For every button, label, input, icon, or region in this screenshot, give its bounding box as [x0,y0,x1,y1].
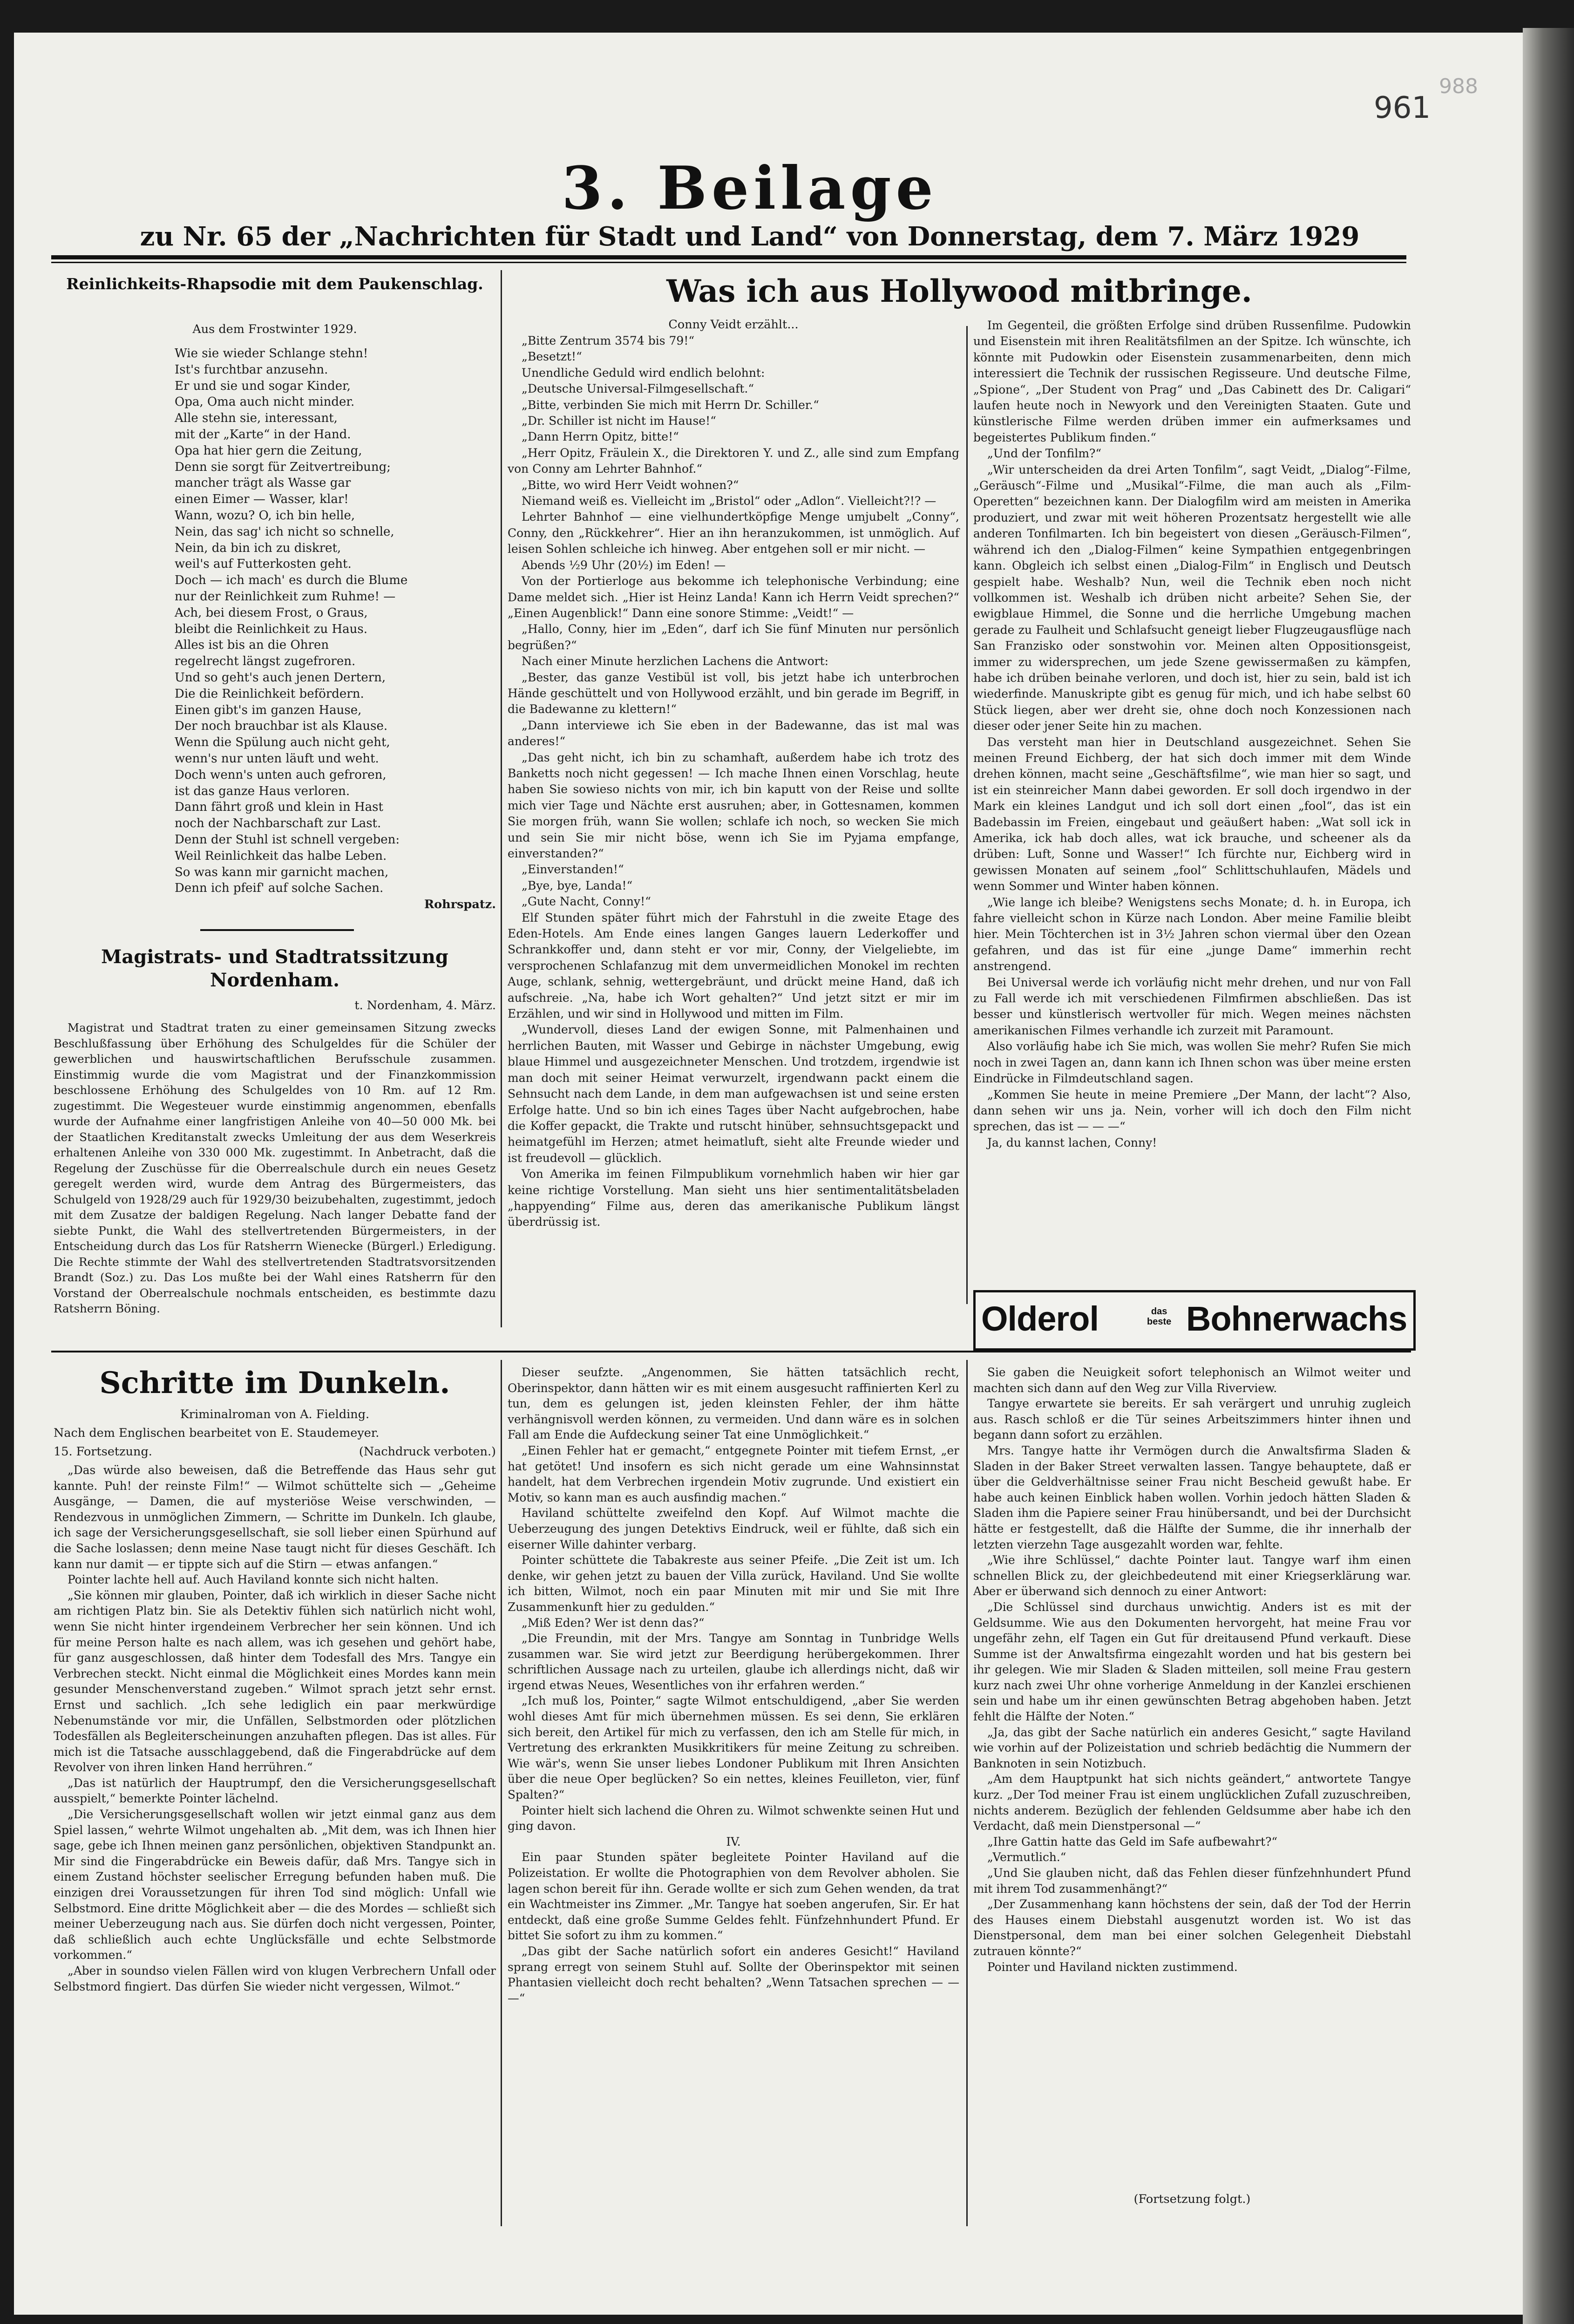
hollywood-paragraph: „Bitte Zentrum 3574 bis 79!“ [522,334,695,347]
hollywood-paragraph: Bei Universal werde ich vorläufig nicht mehr drehen, und nur von Fall zu Fall werde ich mit verschiedenen Filmfirmen abschließen. Das ist besser und künstlerisch wertvoller für mich. Wegen meines nächsten amerikanischen Filmes verhandle ich zurzeit mit Paramount. [973,975,1411,1037]
hollywood-paragraph: Von Amerika im feinen Filmpublikum vornehmlich haben wir hier gar keine richtige Vorstellung. Man sieht uns hier sentimentalitätsbeladen „happyending“ Filme aus, deren das amerikanische Publikum längst überdrüssig ist. [508,1167,959,1229]
hollywood-paragraph: Nach einer Minute herzlichen Lachens die Antwort: [522,654,829,668]
header-rule-thin [51,262,1406,263]
roman-continuation: (Fortsetzung folgt.) [1133,2192,1251,2206]
hollywood-paragraph: „Bester, das ganze Vestibül ist voll, bis jetzt habe ich unterbrochen Hände geschüttelt und von Hollywood erzählt, und bin gerade im Begriff, in die Badewanne zu klettern!“ [508,670,959,716]
roman-column-3 [973,1365,1411,1975]
hollywood-paragraph: „Besetzt!“ [522,350,582,364]
magistrat-text: Magistrat und Stadtrat traten zu einer gemeinsamen Sitzung zwecks Beschlußfassung über Erhöhung des Schulgeldes für die Schüler der gewerblichen und hauswirtschaftlichen Berufsschule zusammen. Einstimmig wurde die vom Magistrat und der Finanzkommission beschlossene Erhöhung des Schulgeldes von 10 Rm. auf 12 Rm. zugestimmt. Die Wegesteuer wurde einstimmig angenommen, ebenfalls wurde der Aufnahme einer langfristigen Anleihe von 40—50 000 Mk. bei der Staatlichen Kreditanstalt zwecks Umleitung der aus dem Weserkreis erhaltenen Anleihe von 330 000 Mk. zugestimmt. In Anbetracht, daß die Regelung der Zuschüsse für die Oberrealschule durch ein neues Gesetz geregelt werden wird, wurde dem Antrag des Bürgermeisters, das Schulgeld von 1928/29 auch für 1929/30 beizubehalten, zugestimmt, jedoch mit dem Zusatze der baldigen Regelung. Nach langer Debatte fand der siebte Punkt, die Wahl des stellvertretenden Bürgermeisters, in der Entscheidung durch das Los für Ratsherrn Wienecke (Bürgerl.) Erledigung. Die Rechte stimmte der Wahl des stellvertretenden Stadtratsvorsitzenden Brandt (Soz.) zu. Das Los mußte bei der Wahl eines Ratsherrn für den Vorstand der Oberrealschule nochmals entscheiden, es bestimmte dazu Ratsherrn Böning. [54,1021,496,1315]
roman-paragraph: „Das gibt der Sache natürlich sofort ein anderes Gesicht!“ Haviland sprang erregt von seinem Stuhl auf. Sollte der Oberinspektor mit seinen Phantasien vielleicht doch recht behalten? „Wenn Tatsachen sprechen — — —“ [508,1944,959,2005]
roman-paragraph: „Und Sie glauben nicht, daß das Fehlen dieser fünfzehnhundert Pfund mit ihrem Tod zusammenhängt?“ [973,1866,1411,1896]
poem-line: Opa hat hier gern die Zeitung, [175,443,362,458]
poem-line: Denn sie sorgt für Zeitvertreibung; [175,460,391,474]
roman-translator: Nach dem Englischen bearbeitet von E. Staudemeyer. [54,1426,380,1440]
roman-paragraph: Pointer lachte hell auf. Auch Haviland konnte sich nicht halten. [68,1573,439,1587]
poem-line: Denn ich pfeif' auf solche Sachen. [175,881,384,896]
column-divider-top-right [966,326,968,1304]
poem-line: Ist's furchtbar anzusehn. [175,362,328,377]
hollywood-paragraph: Elf Stunden später führt mich der Fahrstuhl in die zweite Etage des Eden-Hotels. Am Ende eines langen Ganges lauern Lederkoffer und Schrankkoffer und, dann steht er vor mir, Conny, der Vielgeliebte, im versprochenen Schlafanzug mit dem unvermeidlichen Monokel im rechten Auge, schlank, sehnig, wettergebräunt, und drückt meine Hand, daß ich aufschreie. „Na, habe ich Wort gehalten?“ Und jetzt sitzt er mir im Erzählen, und wir sind in Hollywood und mitten im Film. [508,911,959,1021]
roman-paragraph: „Vermutlich.“ [987,1850,1066,1864]
hollywood-byline: Conny Veidt erzählt... [668,318,799,332]
hollywood-paragraph: „Wir unterscheiden da drei Arten Tonfilm“, sagt Veidt, „Dialog“-Filme, „Geräusch“-Filme und „Musikal“-Filme, die man auch als „Film-Operetten“ bezeichnen kann. Der Dialogfilm wird am meisten in Amerika produziert, und zwar mit weit höheren Prozentsatz hergestellt wie alle anderen Tonfilmarten. Ich bin begeistert von diesen „Geräusch-Filmen“, während ich den „Dialog-Filmen“ keine Sympathien entgegenbringen kann. Obgleich ich selbst einen „Dialog-Film“ in Englisch und Deutsch gespielt habe. Weshalb? Nun, weil die Technik eben noch nicht vollkommen ist. Weshalb ich drüben nicht arbeite? Sehen Sie, der ewigblaue Himmel, die Sonne und die herrliche Umgebung machen gerade zu Faulheit und Schlafsucht geneigt lieber Flugzeugausflüge nach San Franzisko oder sonstwohin vor. Meinen alten Oppositionsgeist, immer zu widersprechen, um jede Szene gewissermaßen zu kämpfen, habe ich drüben beinahe verloren, und doch ist, hier zu sein, bald ist ich wiederfinde. Manuskripte gibt es genug für mich, und ich habe selbst 60 Stück liegen, aber wer dreht sie, ohne doch noch Konzessionen nach dieser oder jener Seite hin zu machen. [973,462,1411,733]
poem-line: Und so geht's auch jenen Dertern, [175,670,386,685]
hollywood-paragraph: Im Gegenteil, die größten Erfolge sind drüben Russenfilme. Pudowkin und Eisenstein mit ihren Realitätsfilmen an der Spitze. Ich wünschte, ich könnte mit Pudowkin oder Eisenstein zusammenarbeiten, denn mich interessiert die Technik der russischen Regisseure. Und deutsche Filme, „Spione“, „Der Student von Prag“ und „Das Cabinett des Dr. Caligari“ laufen heute noch in Newyork und den Vereinigten Staaten. Gute und künstlerische Filme werden drüben immer ein aufmerksames und begeistertes Publikum finden.“ [973,319,1411,444]
roman-paragraph: Tangye erwartete sie bereits. Er sah verärgert und unruhig zugleich aus. Rasch schloß er die Tür seines Arbeitszimmers hinter ihnen und begann dann sofort zu erzählen. [973,1397,1411,1442]
magistrat-dateline: t. Nordenham, 4. März. [354,999,496,1013]
roman-paragraph: „Das würde also beweisen, daß die Betreffende das Haus sehr gut kannte. Puh! der reinste Film!“ — Wilmot schüttelte sich — „Geheime Ausgänge, — Damen, die auf mysteriöse Weise verschwinden, — Rendezvous in unmöglichen Zimmern, — Schritte im Dunkeln. Ich glaube, ich sage der Versicherungsgesellschaft, sie soll lieber einen Spürhund auf die Sache loslassen; denn meine Nase taugt nicht für dieses Geschäft. Ich kann nur damit — er tippte sich auf die Stirn — etwas anfangen.“ [54,1463,496,1571]
hollywood-paragraph: „Dann Herrn Opitz, bitte!“ [522,430,679,444]
hollywood-column-1 [508,333,959,1230]
ad-small-text: das beste [1147,1306,1172,1327]
hollywood-paragraph: Ja, du kannst lachen, Conny! [987,1135,1157,1149]
poem-line: Ach, bei diesem Frost, o Graus, [175,605,368,620]
hollywood-title: Was ich aus Hollywood mitbringe. [666,273,1252,309]
hollywood-paragraph: Abends ½9 Uhr (20½) im Eden! — [522,558,726,572]
hollywood-paragraph: Also vorläufig habe ich Sie mich, was wollen Sie mehr? Rufen Sie mich noch in zwei Tagen an, dann kann ich Ihnen schon was über meine ersten Eindrücke in Filmdeutschland sagen. [973,1040,1411,1086]
roman-column-1 [54,1462,496,1994]
roman-paragraph: „Ihre Gattin hatte das Geld im Safe aufbewahrt?“ [987,1835,1278,1848]
poem-line: bleibt die Reinlichkeit zu Haus. [175,622,367,636]
roman-installment-line [54,1444,496,1461]
poem-line: regelrecht längst zugefroren. [175,654,356,669]
roman-paragraph: Ein paar Stunden später begleitete Pointer Haviland auf die Polizeistation. Er wollte die Photographien von dem Revolver abholen. Sie lagen schon bereit für ihn. Gerade wollte er sich zum Gehen wenden, da trat ein Wachtmeister ins Zimmer. „Mr. Tangye hat soeben angerufen, Sir. Er hat entdeckt, daß eine große Summe Geldes fehlt. Fünfzehnhundert Pfund. Er bittet Sie sofort zu ihm zu kommen.“ [508,1850,959,1943]
poem-line: mit der „Karte“ in der Hand. [175,427,351,442]
roman-paragraph: „Das ist natürlich der Hauptrumpf, den die Versicherungsgesellschaft ausspielt,“ bemerkte Pointer lächelnd. [54,1776,496,1806]
roman-paragraph: Dieser seufzte. „Angenommen, Sie hätten tatsächlich recht, Oberinspektor, dann hätten wir es mit einem ausgesucht raffinierten Kerl zu tun, dem es gelungen ist, jeden kleinsten Fehler, der ihm hätte verhängnisvoll werden können, zu vermeiden. Und dann wäre es in solchen Fall am Ende die Aufdeckung seiner Tat eine Unmöglichkeit.“ [508,1366,959,1442]
column-divider-bottom-left [501,1360,502,2226]
roman-paragraph: „Ich muß los, Pointer,“ sagte Wilmot entschuldigend, „aber Sie werden wohl dieses Amt für mich übernehmen müssen. Es sei denn, Sie erklären sich bereit, den Artikel für mich zu verfassen, den ich am Stelle für mich, in Vertretung des erkrankten Musikkritikers für meine Zeitung zu schreiben. Wie wär's, wenn Sie unser liebes Londoner Publikum mit Ihren Ansichten über die neue Oper beglücken? So ein nettes, kleines Feuilleton, vier, fünf Spalten?“ [508,1694,959,1802]
poem-line: Doch — ich mach' es durch die Blume [175,573,408,588]
roman-paragraph: „Die Schlüssel sind durchaus unwichtig. Anders ist es mit der Geldsumme. Wie aus den Dokumenten hervorgeht, hat meine Frau vor ungefähr zehn, elf Tagen ein Gut für dreitausend Pfund verkauft. Diese Summe ist der Anwaltsfirma eingezahlt worden und hat bis gestern bei ihr gelegen. Wie mir Sladen & Sladen mitteilen, soll meine Frau gestern kurz nach zwei Uhr ohne vorherige Anmeldung in der Kanzlei erschienen sein und habe um ihr einen gewünschten Betrag abgehoben haben. Jetzt fehlt die Hälfte der Noten.“ [973,1600,1411,1724]
hollywood-paragraph: „Wie lange ich bleibe? Wenigstens sechs Monate; d. h. in Europa, ich fahre vielleicht schon in Kürze nach London. Aber meine Familie bleibt hier. Mein Töchterchen ist in 3½ Jahren schon viermal über den Ozean gefahren, und das ist für eine „junge Dame“ immerhin recht anstrengend. [973,895,1411,973]
roman-paragraph: „Die Freundin, mit der Mrs. Tangye am Sonntag in Tunbridge Wells zusammen war. Sie wird jetzt zur Beerdigung herübergekommen. Ihrer schriftlichen Aussage nach zu urteilen, glaube ich allerdings nicht, daß wir irgend etwas Neues, Wesentliches von ihr erfahren werden.“ [508,1631,959,1692]
roman-paragraph: Sie gaben die Neuigkeit sofort telephonisch an Wilmot weiter und machten sich dann auf den Weg zur Villa Riverview. [973,1366,1411,1395]
hollywood-paragraph: „Bye, bye, Landa!“ [522,878,633,892]
hollywood-paragraph: „Das geht nicht, ich bin zu schamhaft, außerdem habe ich trotz des Banketts noch nicht gegessen! — Ich mache Ihnen einen Vorschlag, heute haben Sie sowieso nichts von mir, ich bin kaputt von der Reise und sollte mich vier Tage und Nächte erst ausruhen; aber, in Gottesnamen, kommen Sie morgen früh, wann Sie wollen; schlafe ich noch, so wecken Sie mich und sein Sie mir nicht böse, wenn ich Sie im Pyjama empfange, einverstanden?“ [508,750,959,860]
hollywood-paragraph: „Deutsche Universal-Filmgesellschaft.“ [522,382,754,396]
hollywood-paragraph: Unendliche Geduld wird endlich belohnt: [522,366,765,380]
poem-separator [200,929,354,931]
page-edge-shadow [1523,28,1574,2324]
poem-line: weil's auf Futterkosten geht. [175,557,352,571]
poem-line: Wann, wozu? O, ich bin helle, [175,508,355,523]
poem-line: Alle stehn sie, interessant, [175,411,338,426]
poem-line: noch der Nachbarschaft zur Last. [175,816,381,831]
roman-installment: 15. Fortsetzung. [54,1445,152,1459]
poem-line: So was kann mir garnicht machen, [175,865,389,879]
poem-line: mancher trägt als Wasse gar [175,476,351,490]
roman-paragraph: „Der Zusammenhang kann höchstens der sein, daß der Tod der Herrin des Hauses einem Diebstahl ausgenutzt worden ist. Wo ist das Dienstpersonal, dem man bei einer solchen Gelegenheit Diebstahl zutrauen könnte?“ [973,1897,1411,1958]
hollywood-paragraph: Von der Portierloge aus bekomme ich telephonische Verbindung; eine Dame meldet sich. „Hier ist Heinz Landa! Kann ich Herrn Veidt sprechen?“ „Einen Augenblick!“ Dann eine sonore Stimme: „Veidt!“ — [508,574,959,620]
roman-paragraph: Mrs. Tangye hatte ihr Vermögen durch die Anwaltsfirma Sladen & Sladen in der Baker Street verwalten lassen. Tangye behauptete, daß er über die Geldverhältnisse seiner Frau nicht Bescheid gewußt habe. Er habe auch keinen Einblick haben wollen. Vorhin jedoch hätten Sladen & Sladen ihm die Papiere seiner Frau hinübersandt, und bei der Durchsicht hätte er festgestellt, daß die Hälfte der Summe, die ihr innerhalb der letzten vierzehn Tage ausgezahlt worden war, fehlte. [973,1443,1411,1551]
hollywood-paragraph: Das versteht man hier in Deutschland ausgezeichnet. Sehen Sie meinen Freund Eichberg, der hat sich doch immer mit dem Winde drehen können, macht seine „Geschäftsfilme“, wie man hier so sagt, und ist ein steinreicher Mann dabei geworden. Er soll doch irgendwo in der Mark ein kleines Landgut und ich soll dort einen „fool“, das ist ein Badebassin im Freien, eingebaut und geäußert haben: „Wat soll ick in Amerika, ick hab doch alles, wat ick brauche, und scheener als da drüben: Luft, Sonne und Wasser!“ Ich fürchte nur, Eichberg wird in gewissen Monaten auf seinem „fool“ Schlittschuhlaufen, Mädels und wenn Sommer und Winter haben können. [973,735,1411,893]
roman-rights: (Nachdruck verboten.) [359,1445,496,1459]
olderol-advertisement [973,1290,1416,1351]
ad-brand: Olderol [981,1299,1099,1338]
poem-title: Reinlichkeits-Rhapsodie mit dem Paukenschlag. [66,275,483,293]
hollywood-paragraph: „Dr. Schiller ist nicht im Hause!“ [522,414,716,428]
hollywood-paragraph: Niemand weiß es. Vielleicht im „Bristol“ oder „Adlon“. Vielleicht?!? — [522,494,936,508]
poem-line: Er und sie und sogar Kinder, [175,379,351,393]
header-rule-thick [51,255,1406,259]
poem-line: Alles ist bis an die Ohren [175,638,329,652]
poem-dateline: Aus dem Frostwinter 1929. [192,322,357,336]
poem-line: ist das ganze Haus verloren. [175,784,350,798]
column-divider-bottom-right [966,1360,968,2226]
roman-paragraph: „Miß Eden? Wer ist denn das?“ [522,1616,705,1630]
poem-line: einen Eimer — Wasser, klar! [175,492,349,507]
hollywood-paragraph: Lehrter Bahnhof — eine vielhundertköpfige Menge umjubelt „Conny“, Conny, den „Rückkehrer“. Hier an ihn heranzukommen, ist unmöglich. Auf leisen Sohlen schleiche ich hinweg. Aber entgehen soll er mir nicht. — [508,510,959,556]
roman-genre: Kriminalroman von A. Fielding. [180,1407,370,1421]
hollywood-paragraph: „Einverstanden!“ [522,863,624,877]
poem-author: Rohrspatz. [424,897,496,911]
roman-paragraph: „Wie ihre Schlüssel,“ dachte Pointer laut. Tangye warf ihm einen schnellen Blick zu, der gleichbedeutend mit einer Kriegserklärung war. Aber er überwand sich dennoch zu einer Antwort: [973,1553,1411,1598]
roman-paragraph: Haviland schüttelte zweifelnd den Kopf. Auf Wilmot machte die Ueberzeugung des jungen Detektivs Eindruck, weil er fühlte, daß sich ein eiserner Wille dahinter verbarg. [508,1506,959,1551]
roman-paragraph: „Einen Fehler hat er gemacht,“ entgegnete Pointer mit tiefem Ernst, „er hat getötet! Und insofern es sich nicht gerade um eine Wahnsinnstat handelt, hat dem Verbrechen irgendein Motiv zugrunde. Und existiert ein Motiv, so kann man es auch ausfindig machen.“ [508,1443,959,1504]
poem-line: Dann fährt groß und klein in Hast [175,800,383,815]
poem-body [54,346,496,897]
poem-line: Nein, da bin ich zu diskret, [175,541,341,555]
hollywood-paragraph: „Hallo, Conny, hier im „Eden“, darf ich Sie fünf Minuten nur persönlich begrüßen?“ [508,622,959,652]
hollywood-paragraph: „Kommen Sie heute in meine Premiere „Der Mann, der lacht“? Also, dann sehen wir uns ja. Nein, vorher will ich doch den Film nicht sprechen, das ist — — —“ [973,1087,1411,1134]
poem-line: Die die Reinlichkeit befördern. [175,686,364,701]
ad-product: Bohnerwachs [1186,1299,1407,1338]
hollywood-paragraph: „Und der Tonfilm?“ [987,447,1102,461]
hollywood-paragraph: „Bitte, verbinden Sie mich mit Herrn Dr. Schiller.“ [522,398,819,412]
poem-line: Doch wenn's unten auch gefroren, [175,768,387,782]
poem-line: nur der Reinlichkeit zum Ruhme! — [175,589,396,604]
roman-paragraph: „Am dem Hauptpunkt hat sich nichts geändert,“ antwortete Tangye kurz. „Der Tod meiner Frau ist einem unglücklichen Zufall zuzuschreiben, nichts anderem. Bezüglich der fehlenden Geldsumme aber habe ich den Verdacht, daß mein Dienstpersonal —“ [973,1772,1411,1833]
roman-paragraph: Pointer schüttete die Tabakreste aus seiner Pfeife. „Die Zeit ist um. Ich denke, wir gehen jetzt zu bauen der Villa zurück, Haviland. Und Sie wollte ich bitten, Wilmot, noch ein paar Minuten mit mir und Sie mit Ihre Zusammenkunft hier zu gedulden.“ [508,1553,959,1614]
roman-title: Schritte im Dunkeln. [99,1366,450,1400]
hollywood-column-2 [973,318,1411,1151]
supplement-title: 3. Beilage [562,154,938,223]
poem-line: Opa, Oma auch nicht minder. [175,395,355,409]
magistrat-title: Magistrats- und Stadtratssitzung Nordenham. [101,946,448,991]
roman-paragraph: IV. [726,1835,741,1848]
hollywood-paragraph: „Herr Opitz, Fräulein X., die Direktoren Y. und Z., alle sind zum Empfang von Conny am Lehrter Bahnhof.“ [508,446,959,476]
roman-paragraph: „Die Versicherungsgesellschaft wollen wir jetzt einmal ganz aus dem Spiel lassen,“ wehrte Wilmot ungehalten ab. „Mit dem, was ich Ihnen hier sage, gebe ich Ihnen meinen ganz persönlichen, objektiven Standpunkt an. Mir sind die Fingerabdrücke ein Beweis dafür, daß Mrs. Tangye sich in einem Zustand höchster seelischer Erregung befunden haben muß. Die einzigen drei Voraussetzungen für ihren Tod sind möglich: Unfall wie Selbstmord. Eine dritte Möglichkeit aber — die des Mordes — schließt sich meiner Ueberzeugung nach aus. Sie dürfen doch nicht vergessen, Pointer, daß schließlich auch echte Unglücksfälle und echte Selbstmorde vorkommen.“ [54,1808,496,1962]
poem-line: Einen gibt's im ganzen Hause, [175,703,362,717]
roman-paragraph: Pointer und Haviland nickten zustimmend. [987,1960,1238,1974]
poem-line: Nein, das sag' ich nicht so schnelle, [175,524,394,539]
poem-line: wenn's nur unten läuft und weht. [175,751,379,766]
poem-line: Denn der Stuhl ist schnell vergeben: [175,832,400,847]
poem-line: Wenn die Spülung auch nicht geht, [175,735,390,750]
roman-paragraph: „Aber in soundso vielen Fällen wird von klugen Verbrechern Unfall oder Selbstmord fingiert. Das dürfen Sie wieder nicht vergessen, Wilmot.“ [54,1964,496,1993]
roman-paragraph: Pointer hielt sich lachend die Ohren zu. Wilmot schwenkte seinen Hut und ging davon. [508,1803,959,1833]
roman-paragraph: „Ja, das gibt der Sache natürlich ein anderes Gesicht,“ sagte Haviland wie vorhin auf der Polizeistation und schrieb bedächtig die Nummern der Banknoten in sein Notizbuch. [973,1725,1411,1770]
hollywood-paragraph: „Gute Nacht, Conny!“ [522,895,651,909]
roman-column-2 [508,1365,959,2006]
hollywood-paragraph: „Bitte, wo wird Herr Veidt wohnen?“ [522,478,739,492]
hollywood-paragraph: „Wundervoll, dieses Land der ewigen Sonne, mit Palmenhainen und herrlichen Bauten, mit Wasser und Gebirge in nächster Umgebung, ewig blaue Himmel und ausgezeichneter Menschen. Und trotzdem, irgendwie ist man doch mit seiner Heimat verwurzelt, irgendwann packt einem die Sehnsucht nach dem Lande, in dem man aufgewachsen ist und seine ersten Erfolge hatte. Und so bin ich eines Tages über Nacht aufgebrochen, habe die Koffer gepackt, die Trakte und rutscht hinüber, sehnsuchtsgepackt und heimatgefühl im Herzen; atmet heimatluft, sieht alte Freunde wieder und ist freudevoll — glücklich. [508,1023,959,1165]
poem-line: Der noch brauchbar ist als Klause. [175,719,388,734]
poem-line: Wie sie wieder Schlange stehn! [175,347,368,360]
poem-line: Weil Reinlichkeit das halbe Leben. [175,849,387,863]
hollywood-paragraph: „Dann interviewe ich Sie eben in der Badewanne, das ist mal was anderes!“ [508,718,959,748]
roman-paragraph: „Sie können mir glauben, Pointer, daß ich wirklich in dieser Sache nicht am richtigen Platz bin. Sie als Detektiv fühlen sich natürlich nicht wohl, wenn Sie nicht hinter irgendeinem Verbrecher her sein können. Und ich für meine Person halte es nach allem, was ich gesehen und gehört habe, für ganz ausgeschlossen, daß hinter dem Todesfall des Mrs. Tangye ein Verbrechen steckt. Nicht einmal die Möglichkeit eines Mordes kann mein gesunder Menschenverstand zugeben.“ Wilmot sprach jetzt sehr ernst. Ernst und sachlich. „Ich sehe lediglich ein paar merkwürdige Nebenumstände vor mir, die Unfällen, Selbstmorden oder plötzlichen Todesfällen als Begleiterscheinungen anzuhaften pflegen. Das ist alles. Für mich ist die Tatsache ausschlaggebend, daß die Fingerabdrücke auf dem Revolver von ihren linken Hand herrühren.“ [54,1588,496,1774]
handwritten-page-number: 961 [1374,91,1431,125]
faint-page-number: 988 [1439,75,1478,98]
supplement-subtitle: zu Nr. 65 der „Nachrichten für Stadt und Land“ von Donnerstag, dem 7. März 1929 [140,221,1360,252]
mid-page-rule [51,1351,1411,1352]
column-divider-top-left [501,270,502,1327]
